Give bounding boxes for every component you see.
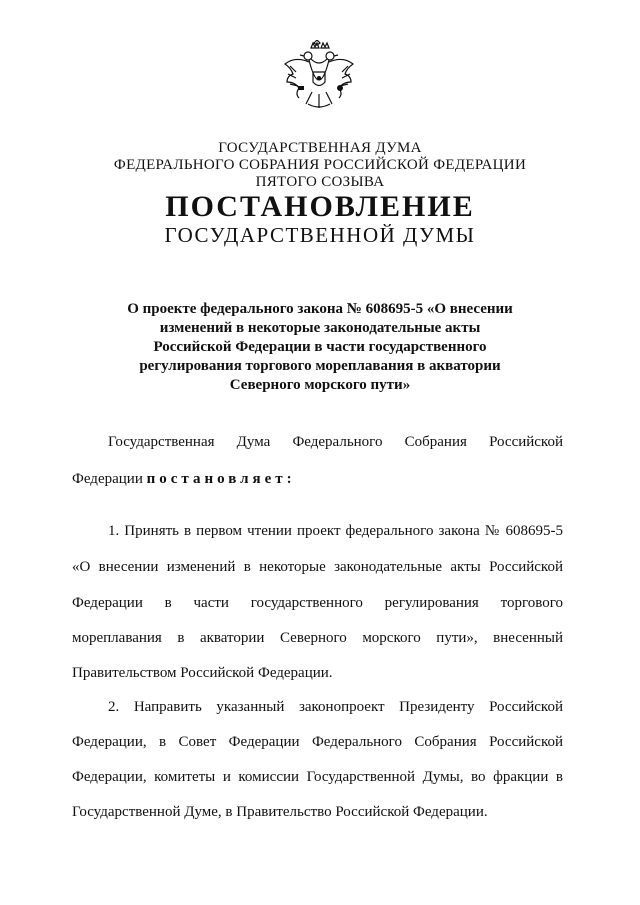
header-line-3: ПЯТОГО СОЗЫВА: [255, 174, 385, 190]
item1-line: мореплавания в акватории Северного морского пути», внесенный: [72, 630, 563, 646]
preamble-line: [72, 470, 563, 488]
document-subtitle: ГОСУДАРСТВЕННОЙ ДУМЫ: [164, 223, 476, 247]
document-subject: [100, 300, 540, 395]
coat-of-arms-icon: [278, 40, 360, 116]
preamble-text: Федерации: [72, 471, 147, 487]
item2-line: Федерации, в Совет Федерации Федерального Собрания Российской: [72, 734, 563, 750]
subject-line: изменений в некоторые законодательные акты: [159, 320, 481, 336]
item1-line: Федерации в части государственного регулирования торгового: [72, 595, 563, 611]
header-line-2: ФЕДЕРАЛЬНОГО СОБРАНИЯ РОССИЙСКОЙ ФЕДЕРАЦИИ: [113, 157, 527, 173]
preamble-line: Государственная Дума Федерального Собрания Российской: [108, 434, 563, 450]
document-title: ПОСТАНОВЛЕНИЕ: [165, 190, 475, 223]
item2-line: Федерации, комитеты и комиссии Государственной Думы, во фракции в: [72, 769, 563, 785]
subject-line: регулирования торгового мореплавания в акватории: [139, 358, 501, 374]
subject-line: О проекте федерального закона № 608695-5 «О внесении: [127, 301, 513, 317]
item1-line: «О внесении изменений в некоторые законодательные акты Российской: [72, 559, 563, 575]
item1-line: Правительством Российской Федерации.: [72, 665, 333, 681]
item2-line: 2. Направить указанный законопроект Президенту Российской: [108, 699, 563, 715]
decree-verb: постановляет:: [146, 471, 296, 487]
header-line-1: ГОСУДАРСТВЕННАЯ ДУМА: [218, 140, 422, 156]
item2-line: Государственной Думе, в Правительство Российской Федерации.: [72, 804, 488, 820]
subject-line: Северного морского пути»: [229, 377, 411, 393]
item1-line: 1. Принять в первом чтении проект федерального закона № 608695-5: [108, 523, 563, 539]
subject-line: Российской Федерации в части государственного: [153, 339, 487, 355]
